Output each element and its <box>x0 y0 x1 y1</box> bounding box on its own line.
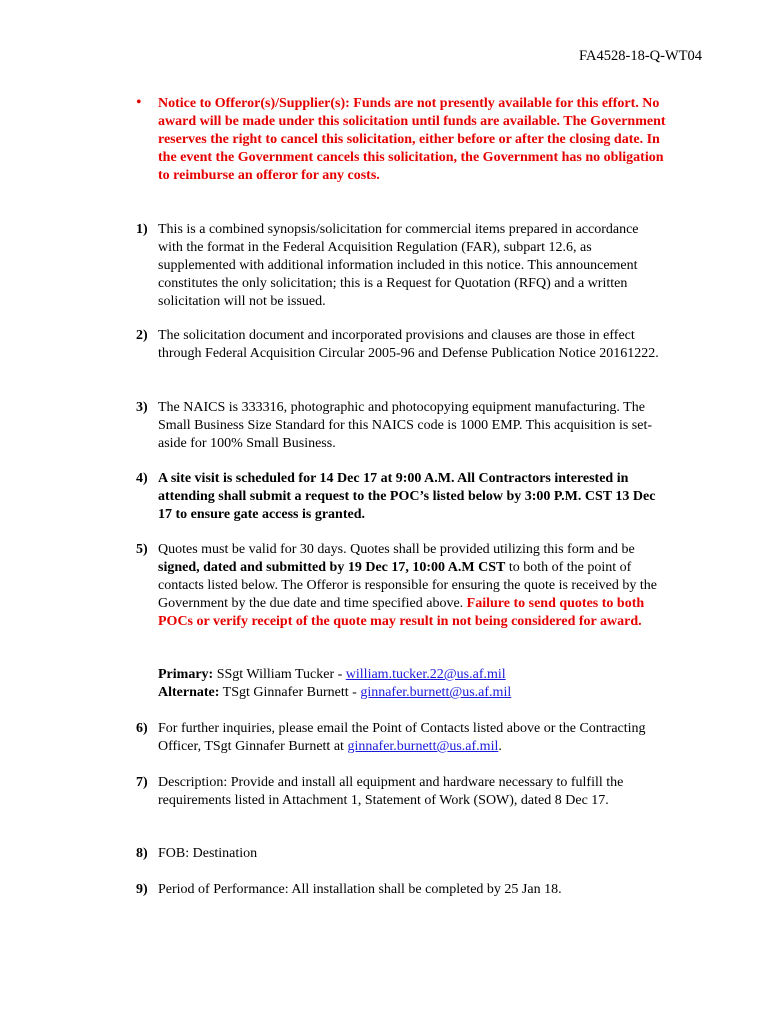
item-text: This is a combined synopsis/solicitation for commercial items prepared in accordance with the format in the Federal Acquisition Regulation (FAR), subpart 12.6, as supplemented with additional information included in this notice. This announcement constitutes the only solicitation; this is a Request for Quotation (RFQ) and a written solicitation will not be issued. <box>158 222 639 309</box>
item-text <box>158 541 666 631</box>
notice-text: Notice to Offeror(s)/Supplier(s): Funds are not presently available for this effort. No award will be made under this solicitation until funds are available. The Government reserves the right to cancel this solicitation, either before or after the closing date. In the event the Government cancels this solicitation, the Government has no obligation to reimburse an offeror for any costs. <box>158 96 666 183</box>
item-number: 9) <box>136 882 148 897</box>
item-number: 8) <box>136 846 148 861</box>
item-text: FOB: Destination <box>158 846 258 861</box>
quote-validity-text: Quotes must be valid for 30 days. Quotes shall be provided utilizing this form and be <box>158 542 635 557</box>
item-number: 3) <box>136 400 148 415</box>
quote-instructions-text: to both of the point of contacts listed below. The Offeror is responsible for ensuring the quote is received by the Government by the due date and time specified above. <box>158 560 657 611</box>
primary-contact <box>158 666 666 684</box>
primary-name: SSgt William Tucker - <box>213 667 346 682</box>
contracting-officer-email-link[interactable]: ginnafer.burnett@us.af.mil <box>347 739 499 754</box>
item-number: 2) <box>136 328 148 343</box>
failure-warning: Failure to send quotes to both POCs or verify receipt of the quote may result in not being considered for award. <box>158 596 645 629</box>
alternate-name: TSgt Ginnafer Burnett - <box>219 685 361 700</box>
site-visit-text: A site visit is scheduled for 14 Dec 17 at 9:00 A.M. All Contractors interested in attending shall submit a request to the POC’s listed below by 3:00 P.M. CST 13 Dec 17 to ensure gate access is granted. <box>158 471 656 522</box>
item-text: The NAICS is 333316, photographic and photocopying equipment manufacturing. The Small Business Size Standard for this NAICS code is 1000 EMP. This acquisition is set-aside for 100% Small Business. <box>158 400 653 451</box>
submission-deadline: signed, dated and submitted by 19 Dec 17, 10:00 A.M CST <box>158 560 506 575</box>
item-number: 1) <box>136 222 148 237</box>
item-number: 4) <box>136 471 148 486</box>
alternate-contact <box>158 684 666 702</box>
item-text: The solicitation document and incorporated provisions and clauses are those in effect through Federal Acquisition Circular 2005-96 and Defense Publication Notice 20161222. <box>158 328 659 361</box>
bullet-icon: • <box>136 94 142 111</box>
item-number: 5) <box>136 542 148 557</box>
item-text <box>158 720 666 756</box>
alternate-label: Alternate: <box>158 685 220 700</box>
sentence-end: . <box>498 739 502 754</box>
item-text: Description: Provide and install all equipment and hardware necessary to fulfill the requirements listed in Attachment 1, Statement of Work (SOW), dated 8 Dec 17. <box>158 775 624 808</box>
document-id: FA4528-18-Q-WT04 <box>579 48 702 64</box>
item-number: 7) <box>136 775 148 790</box>
item-text: Period of Performance: All installation shall be completed by 25 Jan 18. <box>158 882 562 897</box>
alternate-email-link[interactable]: ginnafer.burnett@us.af.mil <box>360 685 512 700</box>
item-number: 6) <box>136 721 148 736</box>
primary-label: Primary: <box>158 667 214 682</box>
inquiries-text: For further inquiries, please email the Point of Contacts listed above or the Contracting Officer, TSgt Ginnafer Burnett at <box>158 721 646 754</box>
primary-email-link[interactable]: william.tucker.22@us.af.mil <box>345 667 506 682</box>
